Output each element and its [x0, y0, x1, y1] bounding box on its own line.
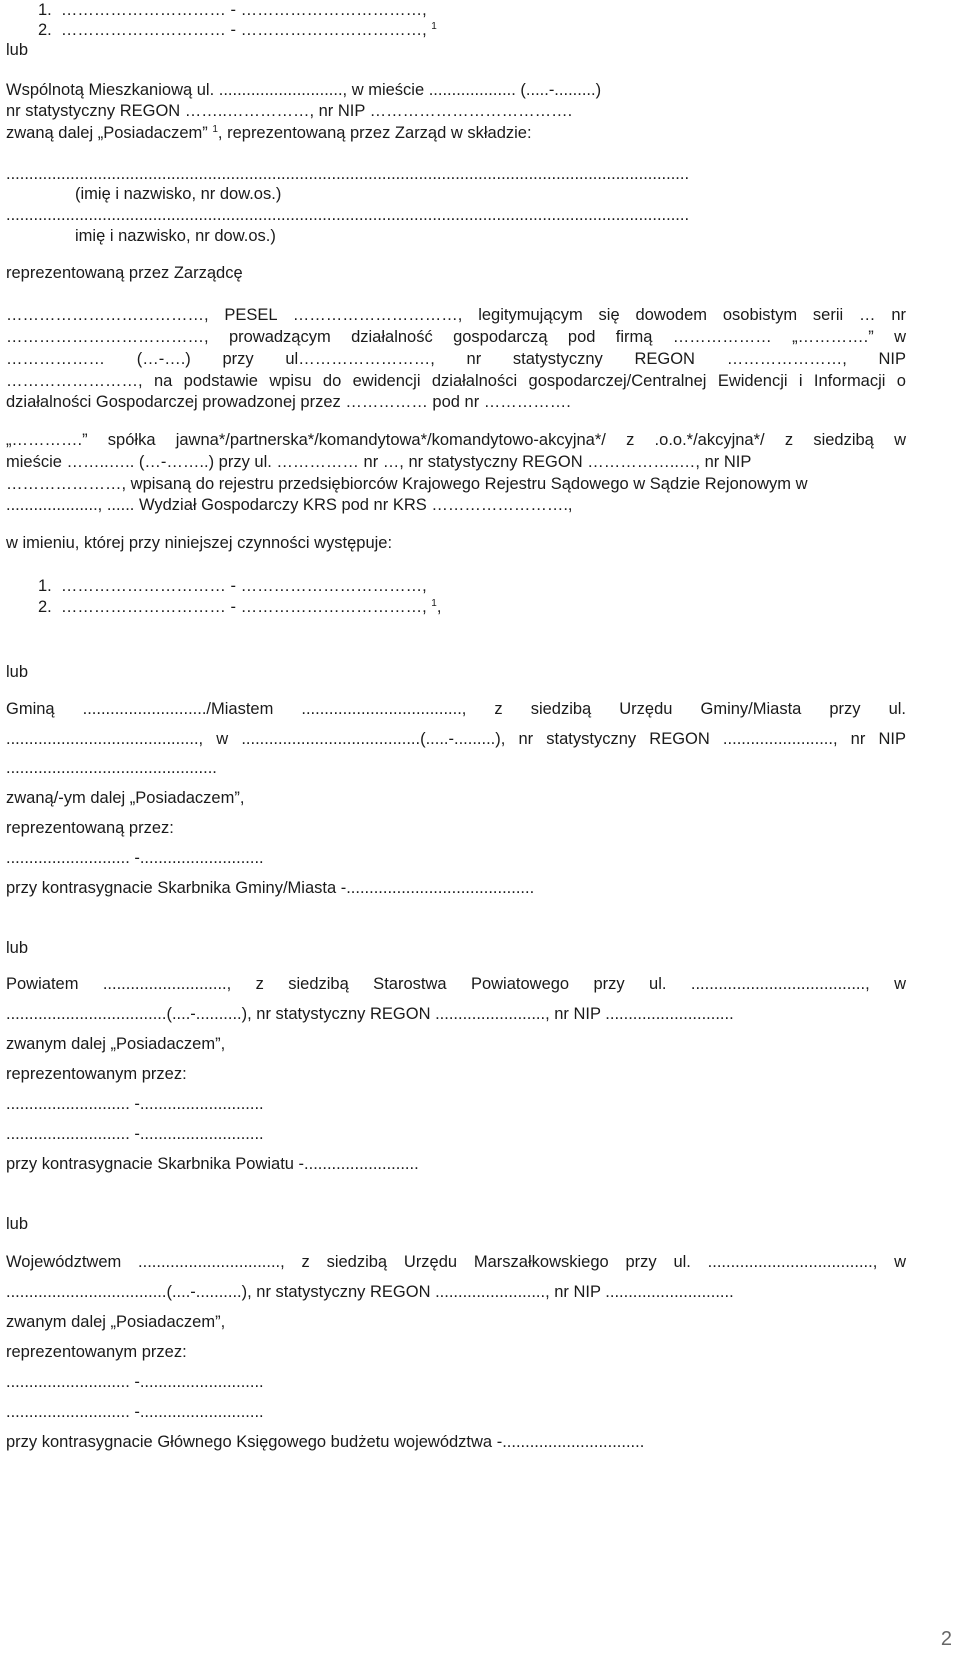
- or-separator: lub: [6, 1215, 29, 1233]
- possessor-text: zwaną dalej „Posiadaczem”: [6, 124, 208, 142]
- represented-by: reprezentowanym przez:: [6, 1343, 187, 1361]
- dotted-line: ........................... -...........................: [6, 1403, 264, 1421]
- regon-nip-line: nr statystyczny REGON ……..……………, nr NIP ……………………………….: [6, 102, 573, 120]
- dotted-line: ........................... -...........................: [6, 849, 264, 867]
- dotted-line: .....................................................................................................................................................: [6, 206, 690, 224]
- list-item-2-text: 2. ………………………… - ……………………………,: [38, 21, 427, 39]
- represented-by: reprezentowanym przez:: [6, 1065, 187, 1083]
- dotted-line: .....................................................................................................................................................: [6, 165, 690, 183]
- or-separator: lub: [6, 939, 29, 957]
- company-line: mieście ……..….. (…-……..) przy ul. …………… nr …, nr statystyczny REGON ……………..…, nr NIP: [6, 453, 752, 471]
- municipality-line: Gminą .........................../Miastem ..................................., z siedzibą Urzędu Gminy/Miasta przy ul.: [6, 700, 906, 718]
- name-caption: (imię i nazwisko, nr dow.os.): [75, 185, 282, 203]
- represented-by: reprezentowaną przez:: [6, 819, 174, 837]
- representation-line: w imieniu, której przy niniejszej czynności występuje:: [6, 534, 393, 552]
- county-line: Powiatem ..........................., z siedzibą Starostwa Powiatowego przy ul. ......................................, w: [6, 975, 906, 993]
- voivodeship-line: Województwem ..............................., z siedzibą Urzędu Marszałkowskiego przy ul. ...................................., w: [6, 1253, 906, 1271]
- or-separator: lub: [6, 663, 29, 681]
- list-item-1: 1. ………………………… - ……………………………,: [38, 577, 427, 595]
- list-item-1: 1. ………………………… - ……………………………,: [38, 1, 427, 19]
- footnote-marker: 1: [212, 124, 218, 135]
- community-line: Wspólnotą Mieszkaniową ul. ..........................., w mieście ................... (.....-.........): [6, 81, 602, 99]
- dotted-line: ........................... -...........................: [6, 1125, 264, 1143]
- page-number: 2: [940, 1628, 952, 1650]
- manager-heading: reprezentowaną przez Zarządcę: [6, 264, 243, 282]
- voivodeship-line: ...................................(....-..........), nr statystyczny REGON ........................, nr NIP ............................: [6, 1283, 734, 1301]
- or-separator: lub: [6, 41, 29, 59]
- countersign-line: przy kontrasygnacie Skarbnika Gminy/Miasta -.........................................: [6, 879, 535, 897]
- possessor-line: zwanym dalej „Posiadaczem”,: [6, 1313, 226, 1331]
- municipality-line: ..............................................: [6, 759, 217, 777]
- countersign-line: przy kontrasygnacie Głównego Księgowego budżetu województwa -...............................: [6, 1433, 645, 1451]
- dotted-line: ........................... -...........................: [6, 1373, 264, 1391]
- footnote-marker: 1: [431, 598, 437, 609]
- footnote-marker: 1: [431, 21, 437, 32]
- company-line: „………….” spółka jawna*/partnerska*/komandytowa*/komandytowo-akcyjna*/ z .o.o.*/akcyjna*/ z siedzibą w: [6, 431, 906, 449]
- list-item-2: [38, 597, 441, 617]
- possessor-line: zwaną/-ym dalej „Posiadaczem”,: [6, 789, 245, 807]
- possessor-line: zwanym dalej „Posiadaczem”,: [6, 1035, 226, 1053]
- possessor-text-rest: , reprezentowaną przez Zarząd w składzie:: [217, 124, 532, 142]
- paragraph-line: działalności Gospodarczej prowadzonej przez …………… pod nr …………….: [6, 393, 571, 411]
- municipality-line: .........................................., w .......................................(.....-.........), nr statystyczny REGON ........................, nr NIP: [6, 730, 906, 748]
- countersign-line: przy kontrasygnacie Skarbnika Powiatu -.........................: [6, 1155, 419, 1173]
- paragraph-line: ……………… (…-….) przy ul……………………, nr statystyczny REGON …………………, NIP: [6, 350, 906, 368]
- list-item-2-comma: ,: [436, 598, 442, 616]
- name-caption: imię i nazwisko, nr dow.os.): [75, 227, 276, 245]
- list-item-2: [38, 20, 437, 40]
- paragraph-line: ……………………, na podstawie wpisu do ewidencji działalności gospodarczej/Centralnej Ewidencji i Informacji o: [6, 372, 906, 390]
- company-line: …………………, wpisaną do rejestru przedsiębiorców Krajowego Rejestru Sądowego w Sądzie Rejonowym w: [6, 475, 808, 493]
- paragraph-line: ………………………………, prowadzącym działalność gospodarczą pod firmą ……………… „………….” w: [6, 328, 906, 346]
- dotted-line: ........................... -...........................: [6, 1095, 264, 1113]
- list-item-2-text: 2. ………………………… - ……………………………,: [38, 598, 427, 616]
- county-line: ...................................(....-..........), nr statystyczny REGON ........................, nr NIP ............................: [6, 1005, 734, 1023]
- possessor-line: [6, 123, 532, 143]
- company-line: ...................., ...... Wydział Gospodarczy KRS pod nr KRS …………………….,: [6, 496, 573, 514]
- paragraph-line: ………………………………, PESEL …………………………, legitymującym się dowodem osobistym serii … nr: [6, 306, 906, 324]
